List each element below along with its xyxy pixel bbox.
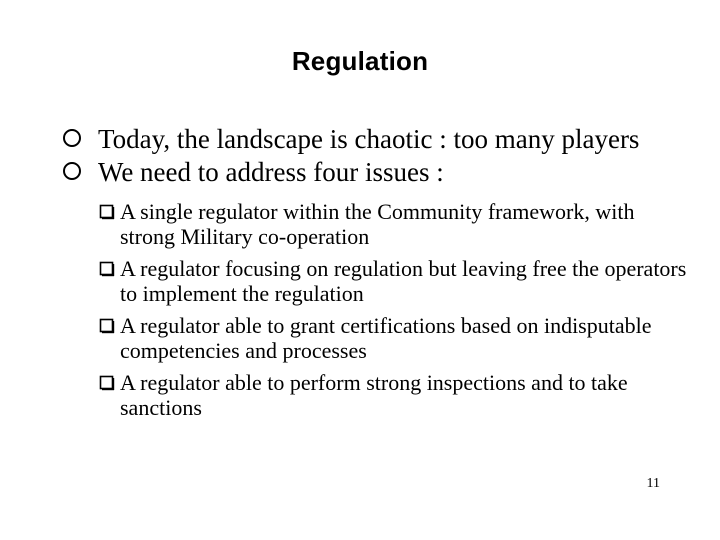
circle-bullet-icon bbox=[62, 156, 98, 181]
sub-bullet-text: A regulator able to grant certifications based on indisputable competencies and processes bbox=[120, 313, 652, 363]
sub-bullet-item bbox=[99, 370, 689, 420]
bullet-text: We need to address four issues : bbox=[98, 157, 444, 187]
sub-bullet-item bbox=[99, 256, 689, 306]
square-bullet-icon bbox=[99, 370, 120, 391]
page-number: 11 bbox=[646, 476, 660, 491]
square-bullet-icon bbox=[99, 256, 120, 277]
sub-bullet-item bbox=[99, 199, 689, 249]
circle-bullet-icon bbox=[62, 123, 98, 148]
slide-title: Regulation bbox=[291, 46, 429, 76]
bullet-item bbox=[62, 123, 702, 156]
sub-bullet-text: A single regulator within the Community framework, with strong Military co-operation bbox=[120, 199, 635, 249]
bullet-item bbox=[62, 156, 702, 189]
sub-bullet-text: A regulator focusing on regulation but leaving free the operators to implement the regulation bbox=[120, 256, 687, 306]
sub-bullet-list bbox=[99, 199, 689, 427]
sub-bullet-text: A regulator able to perform strong inspections and to take sanctions bbox=[120, 370, 628, 420]
bullet-list bbox=[62, 123, 702, 189]
sub-bullet-item bbox=[99, 313, 689, 363]
square-bullet-icon bbox=[99, 199, 120, 220]
square-bullet-icon bbox=[99, 313, 120, 334]
bullet-text: Today, the landscape is chaotic : too many players bbox=[98, 124, 640, 154]
